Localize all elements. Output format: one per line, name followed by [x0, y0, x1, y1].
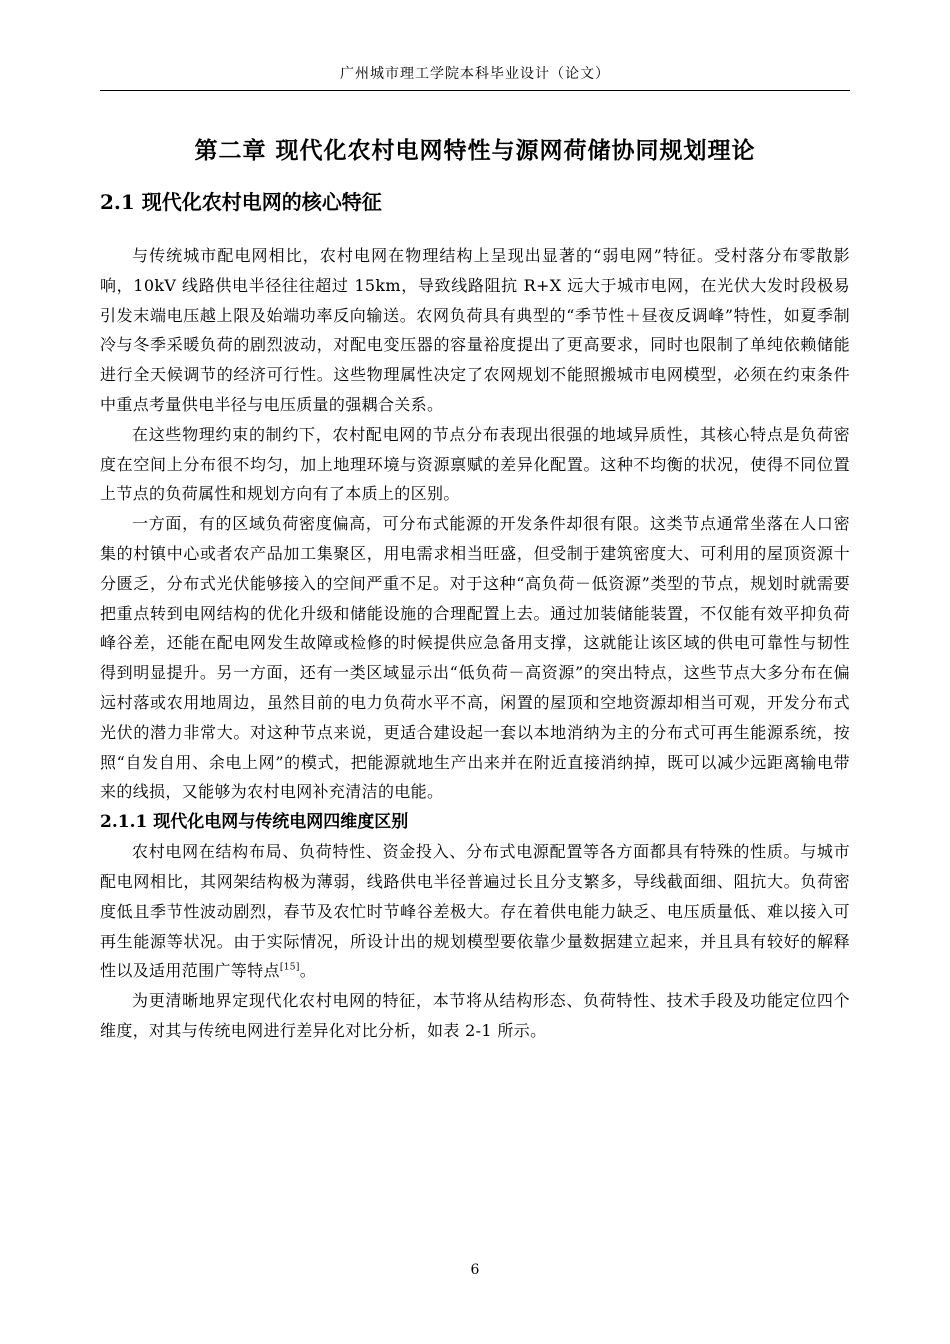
body-text [100, 241, 850, 1046]
subsection-title: 2.1.1 现代化电网与传统电网四维度区别 [100, 812, 409, 833]
section-paragraph-2: 在这些物理约束的制约下，农村配电网的节点分布表现出很强的地域异质性，其核心特点是负荷密度在空间上分布很不均匀，加上地理环境与资源禀赋的差异化配置。这种不均衡的状况，使得不同位置上节点的负荷属性和规划方向有了本质上的区别。 [100, 424, 850, 504]
header-divider [100, 90, 850, 91]
citation-reference[interactable]: [15] [279, 963, 300, 973]
section-title: 2.1 现代化农村电网的核心特征 [100, 190, 382, 214]
subsection-paragraph-2: 为更清晰地界定现代化农村电网的特征，本节将从结构形态、负荷特性、技术手段及功能定位四个维度，对其与传统电网进行差异化对比分析，如表 2-1 所示。 [100, 991, 850, 1040]
chapter-title: 第二章 现代化农村电网特性与源网荷储协同规划理论 [194, 137, 756, 164]
subsection-paragraph-1-end: 。 [299, 961, 317, 981]
section-paragraph-1: 与传统城市配电网相比，农村电网在物理结构上呈现出显著的“弱电网”特征。受村落分布零散影响，10kV 线路供电半径往往超过 15km，导致线路阻抗 R+X 远大于城市电网，在光伏大发时段极易引发末端电压越上限及始端功率反向输送。农网负荷具有典型的“季节性＋昼夜反调峰”特性，如夏季制冷与冬季采暖负荷的剧烈波动，对配电变压器的容量裕度提出了更高要求，同时也限制了单纯依赖储能进行全天候调节的经济可行性。这些物理属性决定了农网规划不能照搬城市电网模型，必须在约束条件中重点考量供电半径与电压质量的强耦合关系。 [100, 246, 850, 414]
page-number: 6 [470, 1262, 480, 1278]
subsection-paragraph-1-text: 农村电网在结构布局、负荷特性、资金投入、分布式电源配置等各方面都具有特殊的性质。与城市配电网相比，其网架结构极为薄弱，线路供电半径普遍过长且分支繁多，导线截面细、阻抗大。负荷密度低且季节性波动剧烈，春节及农忙时节峰谷差极大。存在着供电能力缺乏、电压质量低、难以接入可再生能源等状况。由于实际情况，所设计出的规划模型要依靠少量数据建立起来，并且具有较好的解释性以及适用范围广等特点 [100, 842, 850, 981]
subsection-paragraph-1 [100, 837, 850, 986]
section-paragraph-3: 一方面，有的区域负荷密度偏高，可分布式能源的开发条件却很有限。这类节点通常坐落在人口密集的村镇中心或者农产品加工集聚区，用电需求相当旺盛，但受制于建筑密度大、可利用的屋顶资源十分匮乏，分布式光伏能够接入的空间严重不足。对于这种“高负荷－低资源”类型的节点，规划时就需要把重点转到电网结构的优化升级和储能设施的合理配置上去。通过加装储能装置，不仅能有效平抑负荷峰谷差，还能在配电网发生故障或检修的时候提供应急备用支撑，这就能让该区域的供电可靠性与韧性得到明显提升。另一方面，还有一类区域显示出“低负荷－高资源”的突出特点，这些节点大多分布在偏远村落或农用地周边，虽然目前的电力负荷水平不高，闲置的屋顶和空地资源却相当可观，开发分布式光伏的潜力非常大。对这种节点来说，更适合建设起一套以本地消纳为主的分布式可再生能源系统，按照“自发自用、余电上网”的模式，把能源就地生产出来并在附近直接消纳掉，既可以减少远距离输电带来的线损，又能够为农村电网补充清洁的电能。 [100, 514, 850, 802]
page-header: 广州城市理工学院本科毕业设计（论文） [340, 66, 610, 82]
